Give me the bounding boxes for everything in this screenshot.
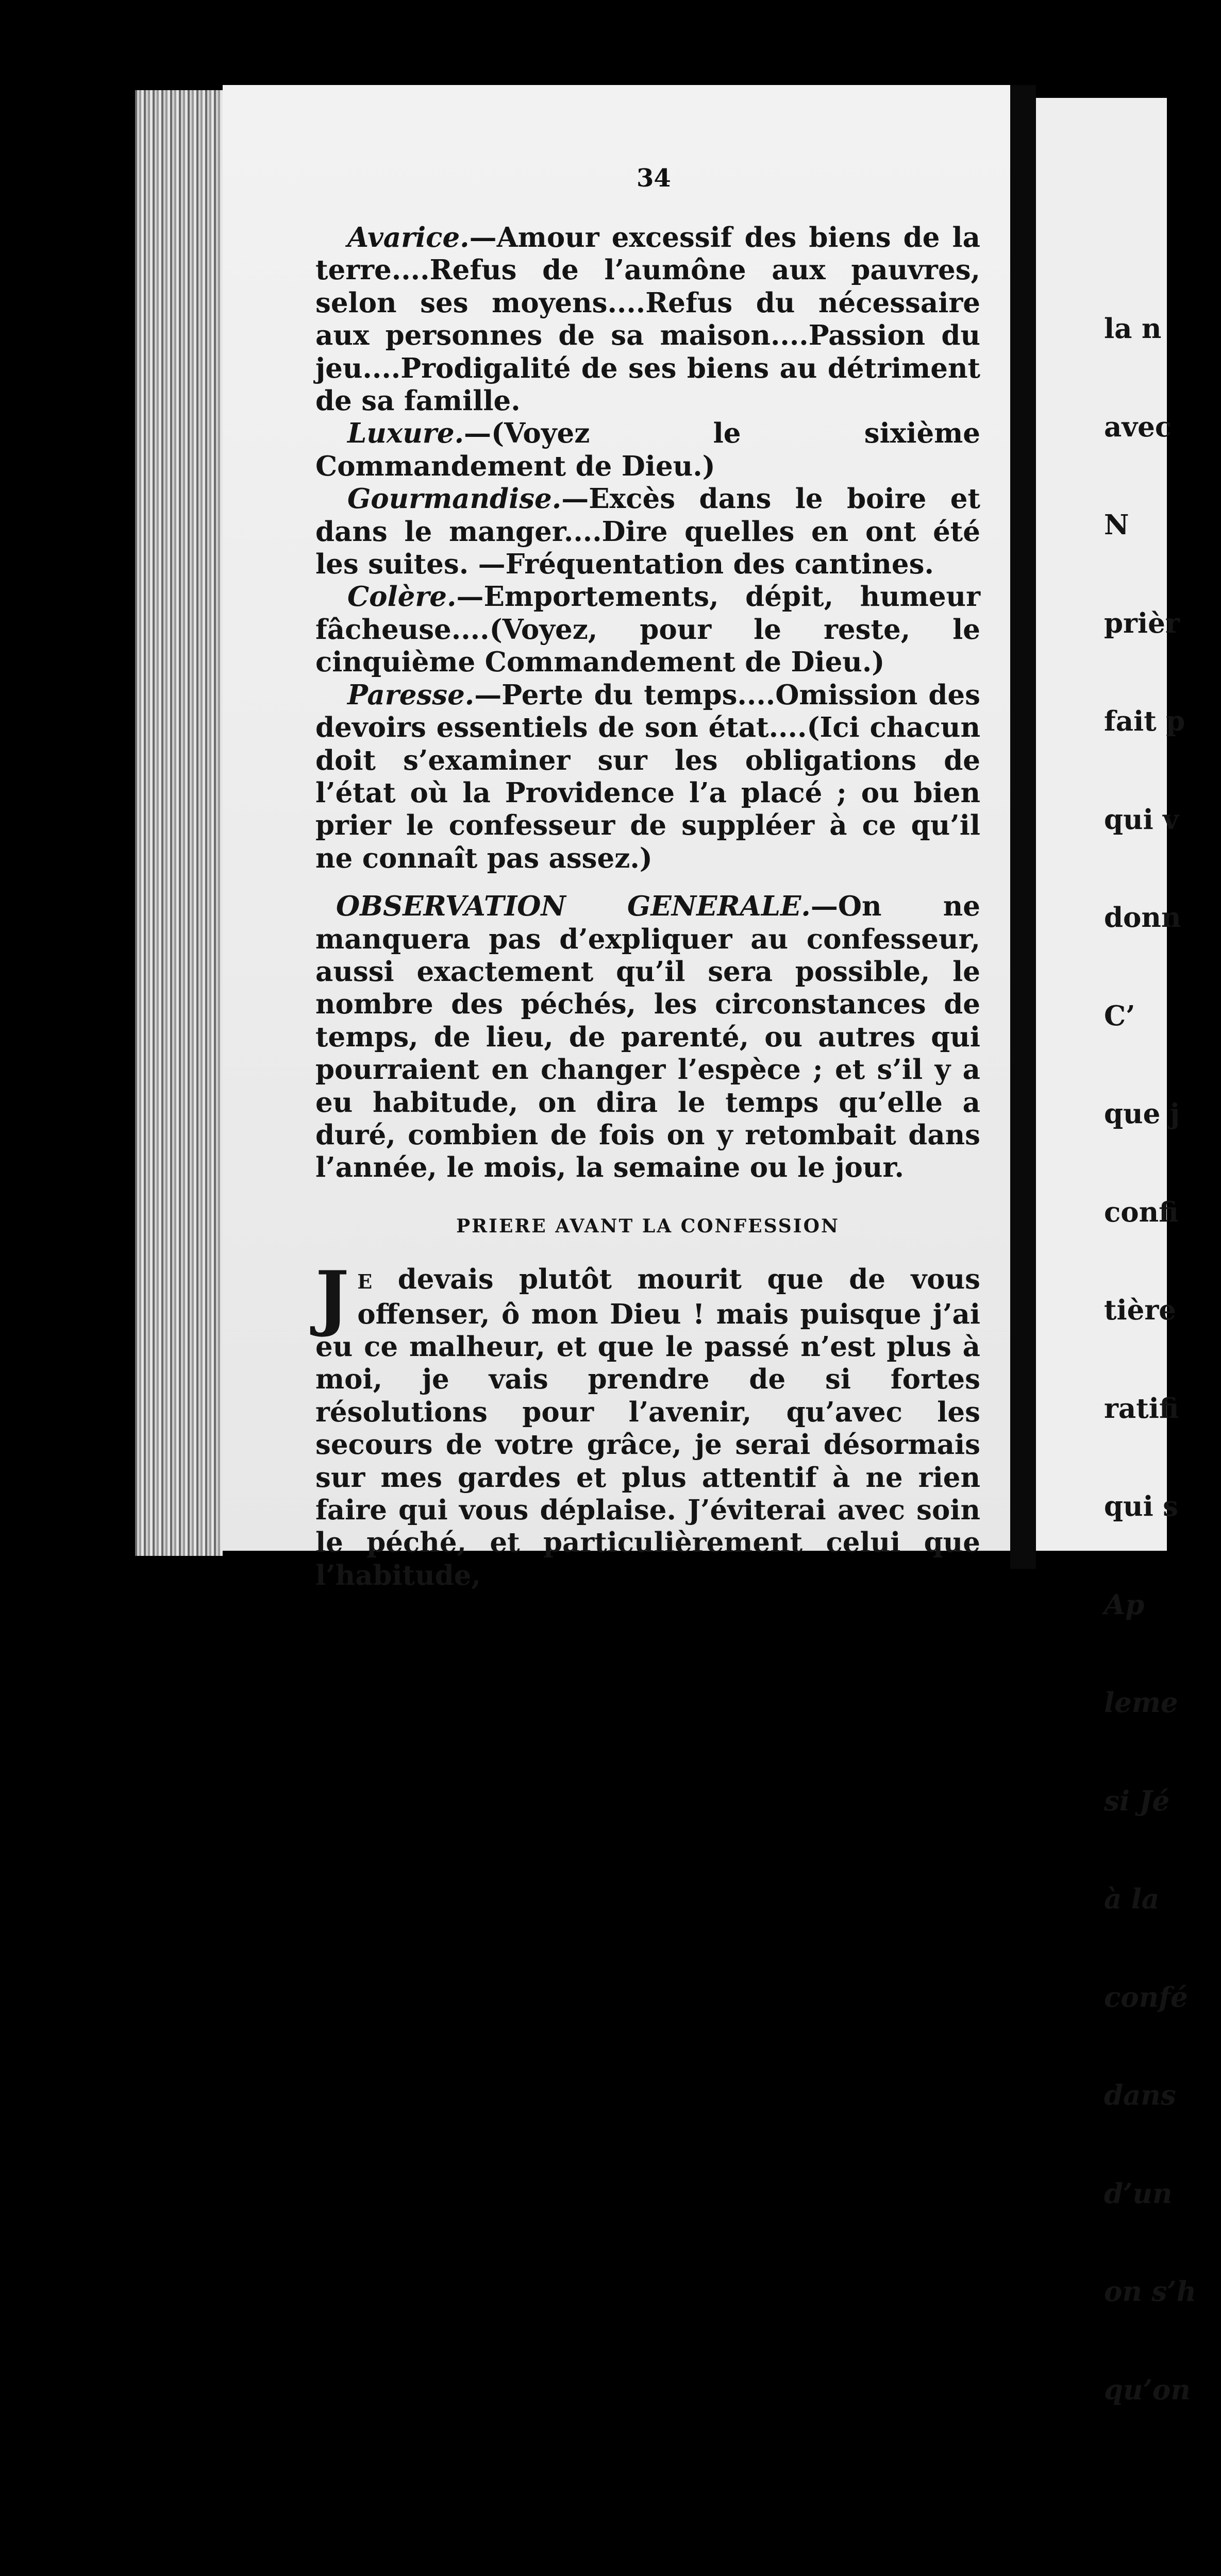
text-line: tière bbox=[1104, 1294, 1176, 1326]
term-label: Avarice. bbox=[347, 222, 470, 253]
term-label: Colère. bbox=[347, 581, 457, 613]
observation-paragraph bbox=[315, 890, 980, 1184]
page-number: 34 bbox=[637, 164, 671, 193]
text-line: confé bbox=[1104, 1981, 1188, 2013]
text-line: si Jé bbox=[1104, 1785, 1170, 1817]
book-spine bbox=[1010, 85, 1036, 1569]
text-line: Ap bbox=[1104, 1588, 1145, 1621]
observation-text: —On ne manquera pas d’expliquer au confesseur, aussi exactement qu’il sera possible, le nombre des péchés, les circonstances de temps, de lieu, de parenté, ou autres qui pourraient en changer l’espèce ; et s’il y a eu habitude, on dira le temps qu’elle a duré, combien de fois on y retombait dans l’année, le mois, la semaine ou le jour. bbox=[315, 890, 980, 1184]
term-label: Luxure. bbox=[347, 417, 464, 450]
paragraph-colere bbox=[315, 581, 980, 679]
paragraph-avarice bbox=[315, 222, 980, 417]
text-line: dans bbox=[1104, 2079, 1176, 2111]
text-line: ratifi bbox=[1104, 1392, 1179, 1425]
text-line: d’un bbox=[1104, 2177, 1173, 2210]
page-body bbox=[315, 222, 980, 1592]
small-caps: E bbox=[357, 1270, 373, 1294]
term-text: —Perte du temps....Omission des devoirs essentiels de son état....(Ici chacun doit s’examiner sur les obligations de l’état où la Providence l’a placé ; ou bien prier le confesseur de suppléer à ce qu’il ne connaît pas assez.) bbox=[315, 679, 980, 874]
text-line: que j bbox=[1104, 1098, 1180, 1130]
text-line: confi bbox=[1104, 1196, 1179, 1228]
text-line: fait p bbox=[1104, 705, 1185, 737]
text-line: leme bbox=[1104, 1687, 1178, 1719]
text-line: qui s bbox=[1104, 1490, 1179, 1522]
text-line: prièr bbox=[1104, 607, 1180, 639]
text-line: avec bbox=[1104, 411, 1172, 443]
prayer-paragraph bbox=[315, 1255, 980, 1592]
paragraph-gourmandise bbox=[315, 483, 980, 581]
drop-cap: J bbox=[315, 1255, 349, 1340]
term-text: —Amour excessif des biens de la terre....Refus de l’aumône aux pauvres, selon ses moyens....Refus du nécessaire aux personnes de sa maison....Passion du jeu....Prodigalité de ses biens au détriment de sa famille. bbox=[315, 222, 980, 417]
right-page-text bbox=[1104, 247, 1221, 2576]
text-line: la n bbox=[1104, 313, 1162, 345]
term-text: —Excès dans le boire et dans le manger....Dire quelles en ont été les suites. —Fréquentation des cantines. bbox=[315, 483, 980, 581]
paragraph-paresse bbox=[315, 679, 980, 875]
text-line: C’ bbox=[1104, 999, 1135, 1032]
observation-term: OBSERVATION GENERALE. bbox=[336, 890, 811, 923]
page-edges bbox=[135, 90, 223, 1556]
term-text: —(Voyez le sixième Commandement de Dieu.) bbox=[315, 417, 980, 482]
text-line: qu’on bbox=[1104, 2374, 1191, 2406]
paragraph-luxure bbox=[315, 417, 980, 483]
term-text: —Emportements, dépit, humeur fâcheuse....(Voyez, pour le reste, le cinquième Commandement de Dieu.) bbox=[315, 581, 980, 679]
term-label: Paresse. bbox=[347, 679, 475, 711]
prayer-text: devais plutôt mourit que de vous offenser, ô mon Dieu ! mais puisque j’ai eu ce malheur, et que le passé n’est plus à moi, je vais prendre de si fortes résolutions pour l’avenir, qu’avec les secours de votre grâce, je serai désormais sur mes gardes et plus attentif à ne rien faire qui vous déplaise. J’éviterai avec soin le péché, et particulièrement celui que l’habitude, bbox=[315, 1263, 980, 1591]
text-line: N bbox=[1104, 509, 1129, 541]
prayer-heading: PRIERE AVANT LA CONFESSION bbox=[456, 1215, 840, 1237]
text-line: donn bbox=[1104, 902, 1181, 934]
text-line: qui v bbox=[1104, 803, 1179, 836]
section-gap bbox=[1104, 2472, 1221, 2554]
term-label: Gourmandise. bbox=[347, 483, 562, 515]
text-line: on s’h bbox=[1104, 2276, 1197, 2308]
text-line: à la bbox=[1104, 1883, 1160, 1915]
